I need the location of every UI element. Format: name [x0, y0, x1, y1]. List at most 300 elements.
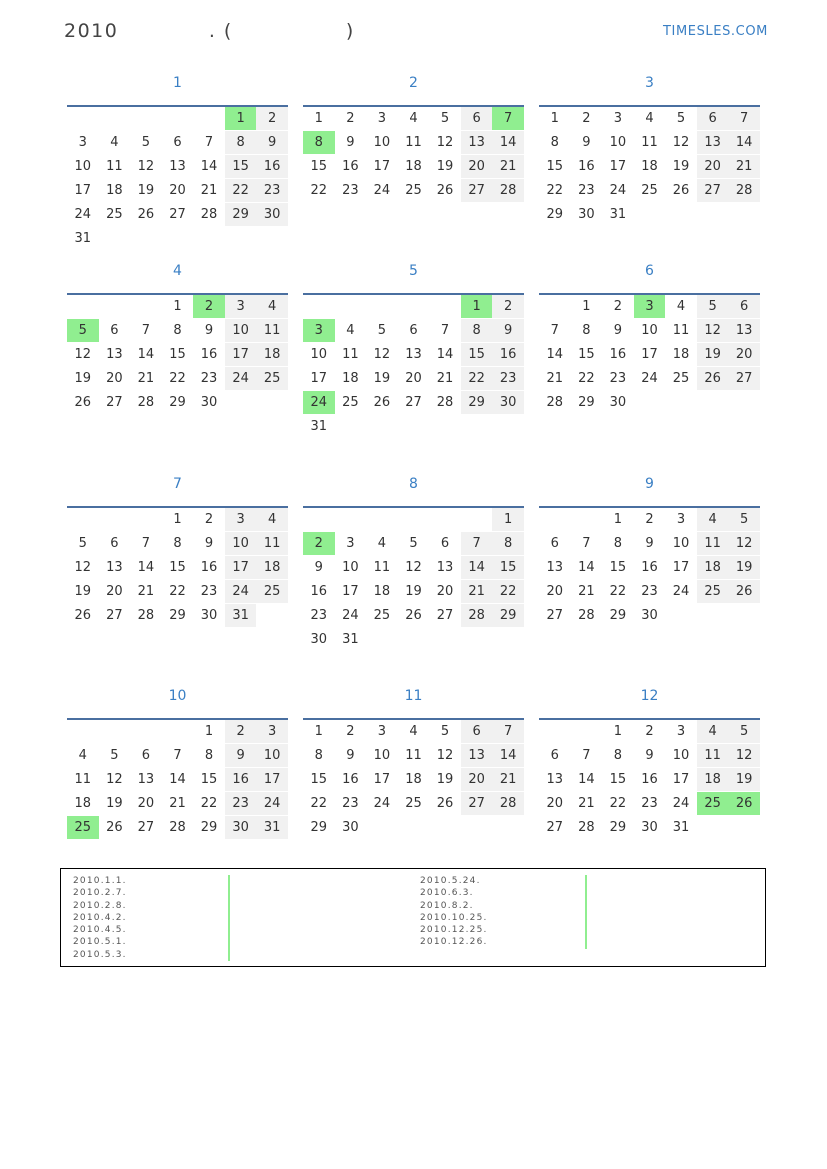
day-cell: 17 — [310, 371, 328, 386]
day-cell: 24 — [373, 183, 391, 198]
day-cell: 18 — [342, 371, 359, 386]
day-cell: 24 — [641, 371, 658, 386]
day-cell: 28 — [578, 820, 595, 835]
empty-day-cell — [366, 295, 398, 318]
day-cell: 11 — [405, 135, 422, 150]
month-2 — [303, 67, 524, 203]
holiday-list-box — [60, 868, 766, 967]
day-cell: 5 — [728, 720, 760, 743]
day-cell: 20 — [137, 796, 155, 811]
day-cell: 7 — [582, 536, 591, 551]
day-cell: 17 — [74, 183, 92, 198]
empty-day-cell — [130, 295, 162, 318]
day-cell: 6 — [461, 107, 493, 130]
day-cell: 18 — [74, 796, 92, 811]
empty-day-cell — [335, 508, 367, 531]
day-cell: 29 — [310, 820, 328, 835]
month-days — [67, 508, 288, 628]
day-cell: 9 — [582, 135, 591, 150]
day-cell: 8 — [314, 748, 323, 763]
day-cell: 20 — [106, 371, 123, 386]
day-cell: 11 — [697, 744, 729, 767]
day-cell: 1 — [492, 508, 524, 531]
day-cell: 13 — [436, 560, 454, 575]
day-cell: 22 — [200, 796, 218, 811]
day-cell: 12 — [74, 560, 92, 575]
day-cell: 8 — [461, 319, 493, 342]
day-cell: 25 — [373, 608, 391, 623]
day-cell: 20 — [461, 155, 493, 178]
empty-day-cell — [162, 720, 194, 743]
holiday-entry: 2010.4.5. — [73, 925, 127, 936]
day-cell: 30 — [641, 820, 658, 835]
day-cell: 4 — [409, 111, 418, 126]
month-10 — [67, 680, 288, 840]
day-cell: 1 — [173, 512, 182, 527]
day-cell: 22 — [310, 183, 328, 198]
day-cell: 21 — [492, 155, 524, 178]
day-cell: 1 — [314, 724, 323, 739]
day-cell: 16 — [641, 772, 658, 787]
day-cell: 19 — [106, 796, 123, 811]
day-cell: 21 — [728, 155, 760, 178]
day-cell: 13 — [546, 772, 564, 787]
day-cell: 29 — [200, 820, 218, 835]
day-cell: 30 — [342, 820, 359, 835]
day-cell: 4 — [346, 323, 355, 338]
month-8 — [303, 468, 524, 652]
day-cell: 19 — [137, 183, 155, 198]
day-cell: 8 — [173, 536, 182, 551]
day-cell: 1 — [613, 724, 623, 739]
day-cell: 15 — [609, 772, 627, 787]
day-cell: 14 — [546, 347, 564, 362]
holiday-day-cell: 2 — [193, 295, 225, 318]
holiday-day-cell: 8 — [303, 131, 335, 154]
month-12 — [539, 680, 760, 840]
empty-day-cell — [429, 295, 461, 318]
day-cell: 6 — [461, 720, 493, 743]
empty-day-cell — [303, 295, 335, 318]
holiday-day-cell: 1 — [461, 295, 493, 318]
holiday-entry: 2010.2.8. — [73, 900, 127, 911]
day-cell: 17 — [609, 159, 627, 174]
day-cell: 6 — [110, 536, 119, 551]
day-cell: 25 — [641, 183, 658, 198]
month-days — [303, 107, 524, 203]
day-cell: 27 — [546, 820, 564, 835]
day-cell: 18 — [373, 584, 391, 599]
empty-day-cell — [67, 720, 99, 743]
month-7 — [67, 468, 288, 628]
day-cell: 7 — [141, 323, 151, 338]
day-cell: 14 — [461, 556, 493, 579]
day-cell: 10 — [641, 323, 658, 338]
empty-day-cell — [335, 295, 367, 318]
day-cell: 8 — [613, 748, 623, 763]
day-cell: 18 — [405, 159, 422, 174]
day-cell: 26 — [697, 367, 729, 390]
holiday-day-cell: 25 — [697, 792, 729, 815]
day-cell: 24 — [256, 792, 288, 815]
day-cell: 6 — [697, 107, 729, 130]
day-cell: 16 — [492, 343, 524, 366]
day-cell: 10 — [225, 319, 257, 342]
month-days — [303, 508, 524, 652]
empty-day-cell — [461, 508, 493, 531]
day-cell: 27 — [405, 395, 422, 410]
day-cell: 9 — [225, 744, 257, 767]
day-cell: 2 — [204, 512, 214, 527]
day-cell: 20 — [461, 768, 493, 791]
day-cell: 17 — [373, 772, 391, 787]
day-cell: 20 — [546, 584, 564, 599]
day-cell: 10 — [672, 536, 690, 551]
day-cell: 10 — [256, 744, 288, 767]
day-cell: 10 — [373, 748, 391, 763]
day-cell: 10 — [342, 560, 359, 575]
day-cell: 22 — [578, 371, 595, 386]
day-cell: 9 — [314, 560, 323, 575]
day-cell: 7 — [141, 536, 151, 551]
day-cell: 2 — [346, 111, 355, 126]
holiday-marker-left — [228, 875, 230, 961]
day-cell: 6 — [409, 323, 418, 338]
day-cell: 26 — [74, 608, 92, 623]
day-cell: 20 — [436, 584, 454, 599]
day-cell: 28 — [137, 608, 155, 623]
month-days — [539, 107, 760, 227]
day-cell: 19 — [436, 159, 454, 174]
month-title: 7 — [173, 476, 182, 492]
day-cell: 24 — [672, 584, 690, 599]
day-cell: 10 — [609, 135, 627, 150]
day-cell: 28 — [546, 395, 564, 410]
day-cell: 16 — [310, 584, 328, 599]
day-cell: 15 — [546, 159, 564, 174]
day-cell: 2 — [645, 724, 654, 739]
day-cell: 18 — [697, 556, 729, 579]
day-cell: 14 — [728, 131, 760, 154]
day-cell: 26 — [672, 183, 690, 198]
day-cell: 23 — [578, 183, 595, 198]
day-cell: 4 — [409, 724, 418, 739]
day-cell: 8 — [204, 748, 214, 763]
empty-day-cell — [99, 508, 131, 531]
day-cell: 5 — [728, 508, 760, 531]
day-cell: 5 — [697, 295, 729, 318]
day-cell: 16 — [342, 772, 359, 787]
day-cell: 16 — [641, 560, 658, 575]
holiday-entry: 2010.2.7. — [73, 888, 127, 899]
day-cell: 23 — [609, 371, 627, 386]
day-cell: 4 — [377, 536, 387, 551]
day-cell: 13 — [697, 131, 729, 154]
empty-day-cell — [366, 508, 398, 531]
day-cell: 5 — [440, 724, 450, 739]
month-title: 6 — [645, 263, 654, 279]
day-cell: 23 — [200, 371, 218, 386]
day-cell: 1 — [582, 299, 591, 314]
day-cell: 15 — [200, 772, 218, 787]
day-cell: 7 — [440, 323, 450, 338]
day-cell: 30 — [310, 632, 328, 647]
day-cell: 6 — [728, 295, 760, 318]
day-cell: 2 — [582, 111, 591, 126]
day-cell: 14 — [578, 772, 595, 787]
day-cell: 29 — [609, 608, 627, 623]
day-cell: 5 — [440, 111, 450, 126]
day-cell: 12 — [106, 772, 123, 787]
page-title: 2010 . ( ) — [64, 20, 355, 42]
day-cell: 15 — [225, 155, 257, 178]
month-title: 10 — [168, 688, 187, 704]
day-cell: 13 — [106, 560, 123, 575]
day-cell: 3 — [613, 111, 623, 126]
day-cell: 26 — [405, 608, 422, 623]
day-cell: 13 — [546, 560, 564, 575]
empty-day-cell — [99, 720, 131, 743]
day-cell: 21 — [578, 796, 595, 811]
day-cell: 6 — [550, 536, 559, 551]
day-cell: 22 — [310, 796, 328, 811]
empty-day-cell — [130, 508, 162, 531]
holiday-entry: 2010.12.25. — [420, 925, 488, 936]
day-cell: 26 — [373, 395, 391, 410]
day-cell: 28 — [578, 608, 595, 623]
day-cell: 28 — [492, 179, 524, 202]
day-cell: 3 — [225, 295, 257, 318]
day-cell: 15 — [578, 347, 595, 362]
day-cell: 28 — [461, 604, 493, 627]
empty-day-cell — [539, 508, 571, 531]
day-cell: 18 — [106, 183, 123, 198]
day-cell: 1 — [550, 111, 559, 126]
holiday-entry: 2010.4.2. — [73, 912, 127, 923]
day-cell: 9 — [204, 323, 214, 338]
day-cell: 2 — [225, 720, 257, 743]
day-cell: 21 — [461, 580, 493, 603]
day-cell: 20 — [169, 183, 186, 198]
day-cell: 9 — [645, 748, 654, 763]
day-cell: 7 — [204, 135, 214, 150]
day-cell: 17 — [342, 584, 359, 599]
day-cell: 21 — [200, 183, 218, 198]
month-days — [539, 508, 760, 628]
empty-day-cell — [67, 508, 99, 531]
empty-day-cell — [99, 295, 131, 318]
day-cell: 23 — [200, 584, 218, 599]
day-cell: 13 — [461, 744, 493, 767]
day-cell: 25 — [106, 207, 123, 222]
day-cell: 20 — [697, 155, 729, 178]
day-cell: 14 — [137, 347, 155, 362]
holiday-entry: 2010.1.1. — [73, 876, 127, 886]
day-cell: 27 — [728, 367, 760, 390]
day-cell: 9 — [645, 536, 654, 551]
day-cell: 21 — [546, 371, 564, 386]
day-cell: 21 — [137, 584, 155, 599]
month-title: 8 — [409, 476, 418, 492]
day-cell: 3 — [676, 724, 686, 739]
month-days — [303, 720, 524, 840]
empty-day-cell — [303, 508, 335, 531]
day-cell: 12 — [728, 744, 760, 767]
day-cell: 25 — [256, 367, 288, 390]
day-cell: 18 — [672, 347, 690, 362]
day-cell: 10 — [310, 347, 328, 362]
holiday-entry: 2010.5.24. — [420, 876, 481, 886]
day-cell: 4 — [256, 295, 288, 318]
empty-day-cell — [539, 720, 571, 743]
day-cell: 11 — [106, 159, 123, 174]
day-cell: 24 — [373, 796, 391, 811]
day-cell: 6 — [110, 323, 119, 338]
day-cell: 25 — [672, 371, 690, 386]
empty-day-cell — [67, 107, 99, 130]
day-cell: 21 — [169, 796, 186, 811]
day-cell: 30 — [492, 391, 524, 414]
day-cell: 25 — [697, 580, 729, 603]
day-cell: 25 — [256, 580, 288, 603]
day-cell: 24 — [225, 580, 257, 603]
site-link[interactable]: TIMESLES.COM — [662, 24, 768, 39]
day-cell: 31 — [74, 231, 92, 246]
day-cell: 25 — [405, 796, 422, 811]
day-cell: 7 — [550, 323, 559, 338]
day-cell: 14 — [200, 159, 218, 174]
day-cell: 31 — [310, 419, 328, 434]
day-cell: 14 — [169, 772, 186, 787]
day-cell: 4 — [697, 508, 729, 531]
day-cell: 16 — [200, 560, 218, 575]
day-cell: 31 — [672, 820, 690, 835]
day-cell: 21 — [436, 371, 454, 386]
day-cell: 9 — [492, 319, 524, 342]
day-cell: 5 — [377, 323, 387, 338]
day-cell: 5 — [141, 135, 151, 150]
day-cell: 16 — [578, 159, 595, 174]
day-cell: 27 — [106, 608, 123, 623]
day-cell: 10 — [373, 135, 391, 150]
holiday-day-cell: 25 — [67, 816, 99, 839]
day-cell: 25 — [342, 395, 359, 410]
empty-day-cell — [571, 508, 603, 531]
day-cell: 22 — [546, 183, 564, 198]
day-cell: 12 — [697, 319, 729, 342]
month-title: 2 — [409, 75, 418, 91]
day-cell: 7 — [582, 748, 591, 763]
day-cell: 27 — [461, 792, 493, 815]
day-cell: 7 — [728, 107, 760, 130]
day-cell: 16 — [225, 768, 257, 791]
day-cell: 24 — [74, 207, 92, 222]
day-cell: 19 — [728, 556, 760, 579]
day-cell: 31 — [256, 816, 288, 839]
day-cell: 11 — [405, 748, 422, 763]
month-days — [303, 295, 524, 439]
day-cell: 7 — [461, 532, 493, 555]
day-cell: 21 — [578, 584, 595, 599]
month-days — [539, 720, 760, 840]
month-days — [539, 295, 760, 415]
holiday-entry: 2010.10.25. — [420, 912, 488, 923]
day-cell: 9 — [346, 135, 355, 150]
day-cell: 27 — [137, 820, 155, 835]
day-cell: 23 — [492, 367, 524, 390]
day-cell: 15 — [310, 772, 328, 787]
day-cell: 18 — [256, 556, 288, 579]
day-cell: 17 — [373, 159, 391, 174]
holiday-day-cell: 1 — [225, 107, 257, 130]
day-cell: 28 — [492, 792, 524, 815]
day-cell: 30 — [641, 608, 658, 623]
holiday-day-cell: 7 — [492, 107, 524, 130]
day-cell: 12 — [728, 532, 760, 555]
holiday-marker-right — [585, 875, 587, 949]
empty-day-cell — [130, 107, 162, 130]
day-cell: 30 — [578, 207, 595, 222]
day-cell: 27 — [461, 179, 493, 202]
day-cell: 30 — [200, 608, 218, 623]
day-cell: 28 — [436, 395, 454, 410]
day-cell: 20 — [728, 343, 760, 366]
day-cell: 24 — [672, 796, 690, 811]
day-cell: 29 — [225, 203, 257, 226]
day-cell: 5 — [110, 748, 119, 763]
day-cell: 11 — [256, 532, 288, 555]
day-cell: 13 — [728, 319, 760, 342]
day-cell: 7 — [492, 720, 524, 743]
day-cell: 26 — [436, 796, 454, 811]
day-cell: 8 — [492, 532, 524, 555]
day-cell: 7 — [173, 748, 182, 763]
day-cell: 24 — [225, 367, 257, 390]
day-cell: 18 — [641, 159, 658, 174]
day-cell: 4 — [256, 508, 288, 531]
month-days — [67, 107, 288, 251]
day-cell: 23 — [310, 608, 328, 623]
day-cell: 14 — [578, 560, 595, 575]
month-title: 9 — [645, 476, 654, 492]
day-cell: 10 — [74, 159, 92, 174]
day-cell: 20 — [106, 584, 123, 599]
day-cell: 27 — [697, 179, 729, 202]
day-cell: 22 — [225, 179, 257, 202]
day-cell: 4 — [645, 111, 654, 126]
empty-day-cell — [99, 107, 131, 130]
holiday-entry: 2010.5.1. — [73, 937, 127, 948]
day-cell: 28 — [200, 207, 218, 222]
day-cell: 13 — [169, 159, 186, 174]
day-cell: 13 — [461, 131, 493, 154]
day-cell: 11 — [342, 347, 359, 362]
day-cell: 22 — [169, 371, 186, 386]
day-cell: 8 — [225, 131, 257, 154]
empty-day-cell — [193, 107, 225, 130]
holiday-entry: 2010.6.3. — [420, 888, 474, 899]
day-cell: 23 — [641, 584, 658, 599]
day-cell: 5 — [78, 536, 87, 551]
day-cell: 19 — [436, 772, 454, 787]
day-cell: 8 — [173, 323, 182, 338]
day-cell: 22 — [609, 796, 627, 811]
day-cell: 23 — [225, 792, 257, 815]
day-cell: 18 — [256, 343, 288, 366]
day-cell: 19 — [405, 584, 422, 599]
day-cell: 12 — [405, 560, 422, 575]
day-cell: 23 — [256, 179, 288, 202]
